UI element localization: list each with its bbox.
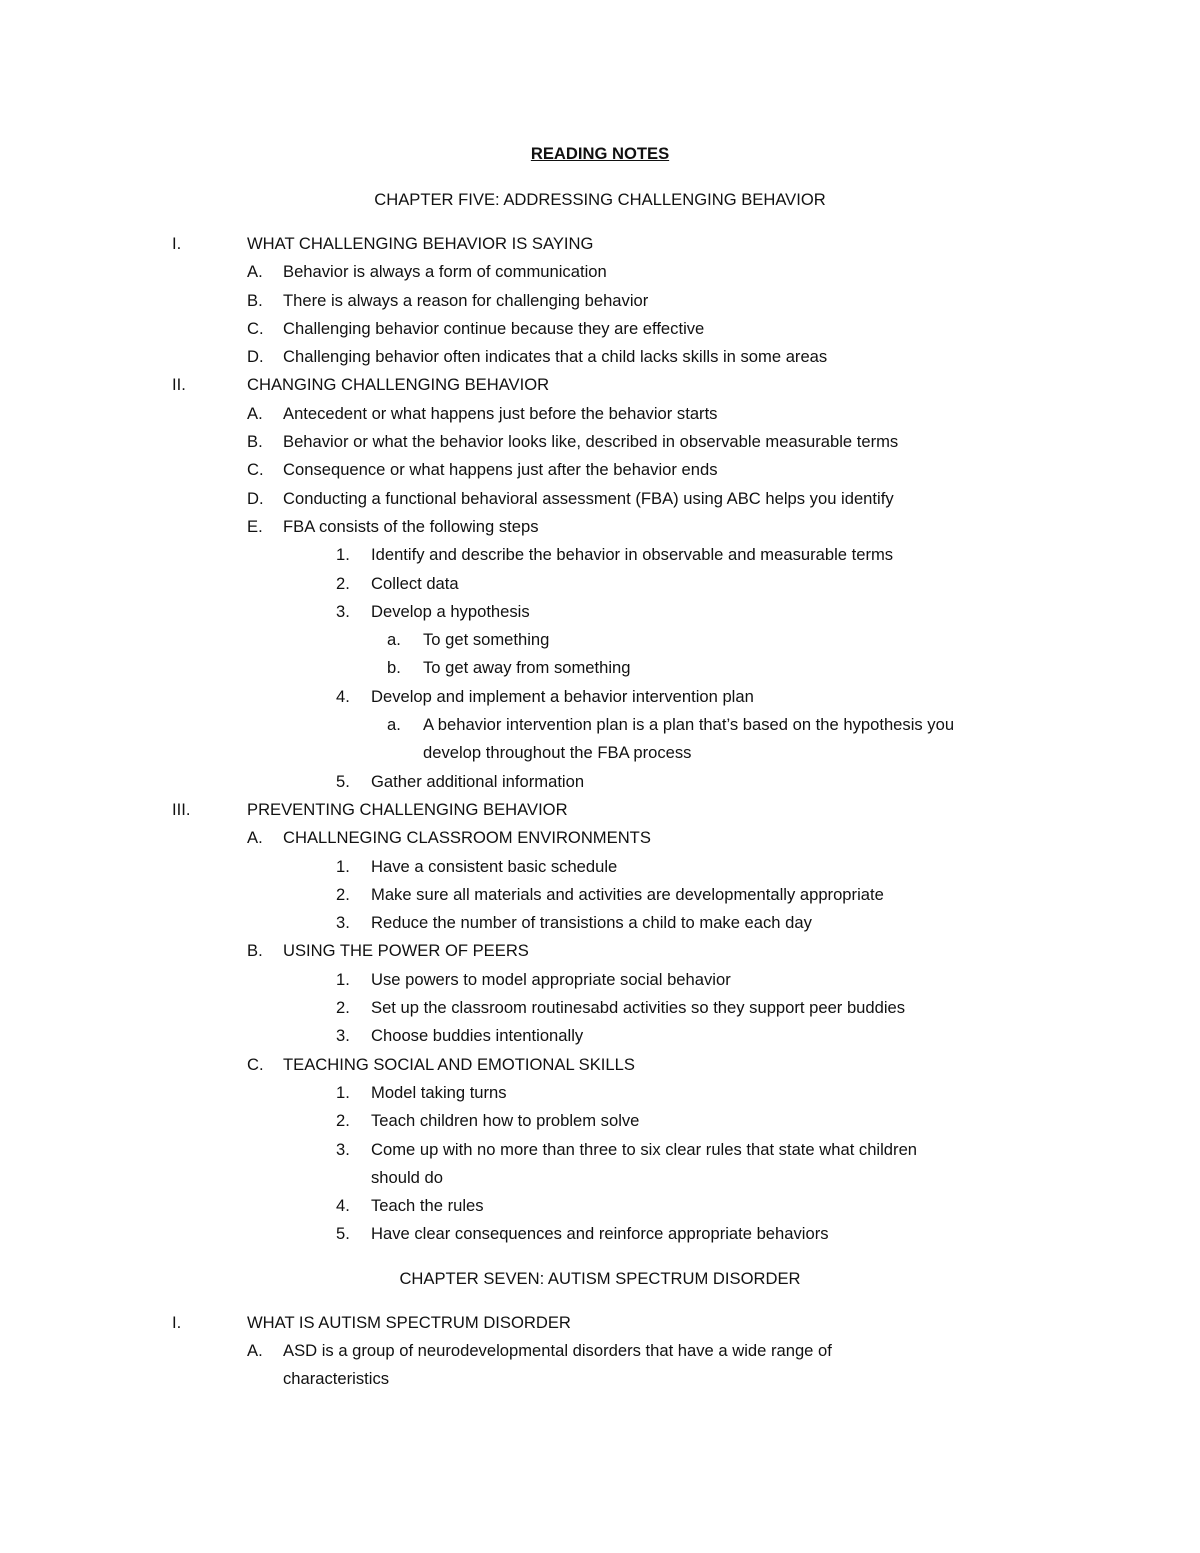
outline-marker: 1. [336,1082,350,1102]
outline-marker: 3. [336,1139,350,1159]
outline-marker: 2. [336,1111,350,1131]
outline-text: Behavior or what the behavior looks like, described in observable measurable terms [283,432,899,452]
outline-item [0,1051,1200,1079]
outline-text: WHAT IS AUTISM SPECTRUM DISORDER [247,1312,571,1332]
outline-item [0,711,1200,768]
outline-text: Challenging behavior often indicates that a child lacks skills in some areas [283,347,828,367]
outline-item [0,258,1200,286]
outline-marker: 1. [336,969,350,989]
outline-item [0,654,1200,682]
outline-item [0,428,1200,456]
outline-marker: 5. [336,771,350,791]
outline-marker: III. [172,799,191,819]
outline-marker: I. [172,234,182,253]
outline-item [0,570,1200,598]
outline-marker: D. [247,347,264,367]
outline-text: Come up with no more than three to six clear rules that state what children should do [371,1139,918,1187]
outline-text: Choose buddies intentionally [371,1026,584,1046]
outline-item [0,824,1200,852]
outline-item [0,1309,1200,1337]
outline-text: FBA consists of the following steps [283,516,539,536]
outline-marker: a. [387,630,401,650]
outline-item [0,994,1200,1022]
outline-list [0,230,1200,1249]
outline-marker: D. [247,488,264,508]
outline-item [0,768,1200,796]
outline-text: Antecedent or what happens just before the behavior starts [283,403,718,423]
chapter-heading: CHAPTER FIVE: ADDRESSING CHALLENGING BEHAVIOR [374,190,826,209]
outline-item [0,853,1200,881]
outline-marker: 3. [336,913,350,933]
outline-item [0,541,1200,569]
outline-marker: b. [387,658,401,678]
outline-text: TEACHING SOCIAL AND EMOTIONAL SKILLS [283,1054,635,1074]
outline-item [0,485,1200,513]
outline-text: There is always a reason for challenging behavior [283,290,649,310]
outline-item [0,1079,1200,1107]
outline-marker: 4. [336,1196,350,1216]
outline-list [0,1309,1200,1394]
outline-item [0,315,1200,343]
outline-marker: C. [247,460,264,480]
outline-item [0,683,1200,711]
outline-marker: 4. [336,686,350,706]
outline-item [0,1107,1200,1135]
outline-text: WHAT CHALLENGING BEHAVIOR IS SAYING [247,234,594,253]
outline-text: Identify and describe the behavior in observable and measurable terms [371,545,894,565]
outline-text: Conducting a functional behavioral assessment (FBA) using ABC helps you identify [283,488,894,508]
outline-marker: 3. [336,1026,350,1046]
outline-text: To get something [423,630,550,650]
outline-item [0,1192,1200,1220]
outline-item [0,343,1200,371]
outline-text: Make sure all materials and activities are developmentally appropriate [371,884,884,904]
outline-item [0,287,1200,315]
outline-item [0,626,1200,654]
outline-text: Teach children how to problem solve [371,1111,640,1131]
outline-item [0,881,1200,909]
outline-text: To get away from something [423,658,631,678]
outline-text: Behavior is always a form of communication [283,262,607,282]
outline-marker: A. [247,262,263,282]
outline-marker: E. [247,516,263,536]
outline-text: Gather additional information [371,771,585,791]
outline-item [0,1337,1200,1394]
outline-item [0,1220,1200,1248]
outline-text: Challenging behavior continue because they are effective [283,318,705,338]
outline-item [0,1136,1200,1193]
outline-text: Reduce the number of transistions a child to make each day [371,913,812,933]
outline-marker: B. [247,432,263,452]
outline-marker: 2. [336,998,350,1018]
outline-text: Develop a hypothesis [371,601,530,621]
outline-marker: 1. [336,856,350,876]
outline-item [0,909,1200,937]
outline-marker: 2. [336,884,350,904]
chapter-heading: CHAPTER SEVEN: AUTISM SPECTRUM DISORDER [399,1268,801,1288]
outline-marker: C. [247,318,264,338]
outline-text: USING THE POWER OF PEERS [283,941,529,961]
document-title: READING NOTES [530,144,670,163]
outline-marker: A. [247,828,263,848]
outline-text: Set up the classroom routinesabd activities so they support peer buddies [371,998,906,1018]
outline-text: Model taking turns [371,1082,507,1102]
outline-marker: 3. [336,601,350,621]
outline-item [0,937,1200,965]
outline-marker: a. [387,715,401,735]
outline-marker: 2. [336,573,350,593]
outline-text: ASD is a group of neurodevelopmental disorders that have a wide range of characteristics [283,1340,832,1389]
outline-marker: I. [172,1312,182,1332]
outline-marker: B. [247,290,263,310]
outline-item [0,796,1200,824]
outline-marker: A. [247,1340,263,1360]
document-body [0,186,1200,1394]
outline-item [0,371,1200,399]
outline-marker: B. [247,941,263,961]
outline-marker: II. [172,375,186,395]
outline-item [0,1022,1200,1050]
outline-item [0,513,1200,541]
outline-text: Develop and implement a behavior intervention plan [371,686,754,706]
outline-text: A behavior intervention plan is a plan that’s based on the hypothesis you develop throughout the FBA process [423,715,955,763]
outline-item [0,966,1200,994]
outline-text: PREVENTING CHALLENGING BEHAVIOR [247,799,568,819]
outline-text: Have clear consequences and reinforce appropriate behaviors [371,1224,829,1244]
outline-text: CHALLNEGING CLASSROOM ENVIRONMENTS [283,828,651,848]
outline-marker: C. [247,1054,264,1074]
outline-item [0,230,1200,258]
outline-text: Use powers to model appropriate social behavior [371,969,731,989]
outline-text: Collect data [371,573,459,593]
outline-marker: 5. [336,1224,350,1244]
outline-text: Teach the rules [371,1196,484,1216]
outline-item [0,598,1200,626]
outline-item [0,400,1200,428]
outline-marker: A. [247,403,263,423]
outline-text: Consequence or what happens just after the behavior ends [283,460,718,480]
outline-marker: 1. [336,545,350,565]
outline-text: Have a consistent basic schedule [371,856,618,876]
outline-item [0,456,1200,484]
outline-text: CHANGING CHALLENGING BEHAVIOR [247,375,550,395]
